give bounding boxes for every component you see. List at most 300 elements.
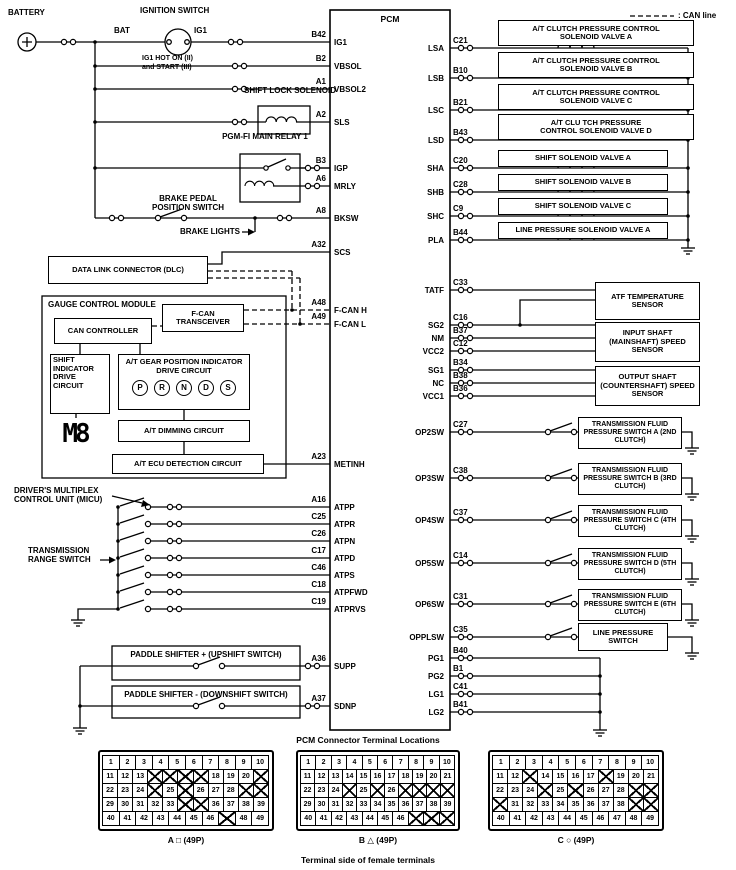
pcm-pin: A49	[311, 312, 326, 321]
clutch-solenoid-a-box	[498, 20, 694, 46]
terminal-cell: 20	[628, 769, 644, 784]
ignition-switch-label: IGNITION SWITCH	[140, 6, 210, 15]
pcm-signal: LG1	[428, 690, 444, 699]
shift-solenoid-c-box: SHIFT SOLENOID VALVE C	[498, 198, 668, 215]
connector-row	[493, 769, 659, 784]
terminal-cell: 4	[152, 755, 170, 770]
gauge-control-module-label: GAUGE CONTROL MODULE	[48, 300, 156, 309]
terminal-cell: 26	[193, 783, 209, 798]
terminal-cell: 16	[567, 769, 583, 784]
terminal-cell: 5	[362, 755, 378, 770]
pcm-pin: A36	[311, 654, 326, 663]
terminal-cell: 25	[552, 783, 568, 798]
pcm-signal: NC	[432, 379, 444, 388]
terminal-side-caption: Terminal side of female terminals	[301, 855, 435, 865]
pcm-signal: ATPN	[334, 537, 356, 546]
pcm-signal: PLA	[428, 236, 444, 245]
terminal-cell: 42	[331, 811, 347, 826]
terminal-cell: 45	[377, 811, 393, 826]
terminal-cell: 34	[370, 797, 385, 812]
gear-position-indicator-box	[118, 354, 250, 410]
pcm-pin: C16	[453, 313, 468, 322]
terminal-cell: 30	[314, 797, 329, 812]
terminal-cell: 25	[162, 783, 178, 798]
pressure-switch-c-box: TRANSMISSION FLUID PRESSURE SWITCH C (4TH CLUTCH)	[578, 505, 682, 537]
pcm-pin: C26	[311, 529, 326, 538]
terminal-cell: 41	[315, 811, 331, 826]
terminal-cell	[193, 769, 209, 784]
pcm-pin: C14	[453, 551, 468, 560]
ignition-note-line1: IG1 HOT ON (II)	[142, 55, 193, 62]
terminal-cell: 31	[507, 797, 523, 812]
terminal-cell: 26	[583, 783, 599, 798]
pcm-signal: F-CAN H	[334, 306, 367, 315]
terminal-cell: 23	[314, 783, 329, 798]
clutch-solenoid-c-label: A/T CLUTCH PRESSURE CONTROL SOLENOID VALVE C	[532, 87, 660, 105]
ignition-switch-icon	[165, 29, 191, 55]
terminal-cell: 20	[238, 769, 254, 784]
micu-label-line2: CONTROL UNIT (MICU)	[14, 495, 103, 504]
terminal-cell	[253, 783, 269, 798]
terminal-cell: 19	[223, 769, 239, 784]
terminal-cell: 12	[507, 769, 523, 784]
pcm-signal: OP5SW	[415, 559, 444, 568]
at-ecu-detection-box: A/T ECU DETECTION CIRCUIT	[112, 454, 264, 474]
terminal-cell	[643, 783, 659, 798]
shift-solenoid-a-box: SHIFT SOLENOID VALVE A	[498, 150, 668, 167]
terminal-cell: 33	[537, 797, 553, 812]
terminal-cell: 3	[525, 755, 543, 770]
terminal-cell: 24	[328, 783, 343, 798]
terminal-cell: 39	[253, 797, 269, 812]
terminal-cell: 42	[135, 811, 153, 826]
terminal-cell: 46	[202, 811, 220, 826]
terminal-cell: 44	[168, 811, 186, 826]
terminal-cell: 21	[643, 769, 659, 784]
pcm-signal: F-CAN L	[334, 320, 366, 329]
pcm-signal: ATPP	[334, 503, 355, 512]
pcm-pin: B38	[453, 371, 468, 380]
brake-lights-arrow	[248, 229, 255, 236]
pcm-signal: SG2	[427, 321, 444, 330]
terminal-cell: 1	[102, 755, 120, 770]
terminal-cell	[492, 797, 508, 812]
pcm-signal: SLS	[334, 118, 350, 127]
terminal-cell: 21	[440, 769, 455, 784]
connector-row	[301, 769, 455, 784]
pcm-pin: B1	[453, 664, 464, 673]
terminal-cell: 24	[132, 783, 148, 798]
pcm-signal: ATPR	[334, 520, 356, 529]
pcm-pin: C35	[453, 625, 468, 634]
clutch-solenoid-c-box	[498, 84, 694, 110]
terminal-cell	[439, 811, 455, 826]
terminal-cell: 18	[398, 769, 413, 784]
pcm-signal: LSA	[428, 44, 444, 53]
pcm-signal: SCS	[334, 248, 351, 257]
terminal-cell: 2	[509, 755, 527, 770]
connector-c-grid	[488, 750, 664, 831]
connector-row	[493, 797, 659, 812]
connector-section-title: PCM Connector Terminal Locations	[296, 735, 440, 745]
can-controller-box: CAN CONTROLLER	[54, 318, 152, 344]
terminal-cell: 49	[251, 811, 269, 826]
terminal-cell: 32	[147, 797, 163, 812]
pcm-pin: A1	[315, 77, 326, 86]
connector-row	[301, 755, 455, 770]
gear-letter-d: D	[198, 380, 214, 396]
gear-letter-s: S	[220, 380, 236, 396]
pcm-signal: VCC1	[422, 392, 444, 401]
terminal-cell: 40	[102, 811, 120, 826]
atf-temp-sensor-label: ATF TEMPERATURE SENSOR	[611, 291, 684, 309]
terminal-cell: 5	[168, 755, 186, 770]
terminal-cell: 22	[300, 783, 315, 798]
pcm-connector-c	[488, 750, 664, 845]
pcm-signal: OP6SW	[415, 600, 444, 609]
terminal-cell: 49	[641, 811, 659, 826]
terminal-cell: 38	[238, 797, 254, 812]
terminal-cell: 35	[384, 797, 399, 812]
pcm-connector-b	[296, 750, 460, 846]
pcm-pin: C9	[453, 204, 464, 213]
pcm-pin: B36	[453, 384, 468, 393]
pcm-signal: SHB	[427, 188, 444, 197]
gear-letter-p: P	[132, 380, 148, 396]
terminal-cell: 40	[300, 811, 316, 826]
terminal-cell	[147, 783, 163, 798]
terminal-cell	[628, 797, 644, 812]
range-switch-label-line1: TRANSMISSION	[28, 546, 90, 555]
terminal-cell: 10	[251, 755, 269, 770]
pressure-switch-a-box: TRANSMISSION FLUID PRESSURE SWITCH A (2ND CLUTCH)	[578, 417, 682, 449]
terminal-cell: 25	[356, 783, 371, 798]
terminal-cell: 2	[315, 755, 331, 770]
connector-b-label: B △ (49P)	[358, 835, 398, 845]
terminal-cell: 37	[412, 797, 427, 812]
terminal-cell: 11	[492, 769, 508, 784]
terminal-cell: 42	[525, 811, 543, 826]
terminal-cell: 35	[567, 797, 583, 812]
clutch-solenoid-a-label: A/T CLUTCH PRESSURE CONTROL SOLENOID VALVE A	[532, 23, 660, 41]
terminal-cell: 47	[608, 811, 626, 826]
pcm-pin: C17	[311, 546, 326, 555]
dlc-box: DATA LINK CONNECTOR (DLC)	[48, 256, 208, 284]
pcm-pin: B40	[453, 646, 468, 655]
terminal-cell: 24	[522, 783, 538, 798]
pcm-signal: IG1	[334, 38, 347, 47]
terminal-cell: 19	[613, 769, 629, 784]
pcm-signal: NM	[431, 334, 444, 343]
terminal-cell: 36	[583, 797, 599, 812]
terminal-cell: 39	[440, 797, 455, 812]
terminal-cell	[643, 797, 659, 812]
terminal-cell	[440, 783, 455, 798]
input-shaft-sensor-box: INPUT SHAFT (MAINSHAFT) SPEED SENSOR	[595, 322, 700, 362]
terminal-cell: 48	[235, 811, 253, 826]
terminal-cell: 29	[102, 797, 118, 812]
pcm-pin: B21	[453, 98, 468, 107]
connector-row	[103, 769, 269, 784]
terminal-cell	[522, 769, 538, 784]
ignition-bat-terminal-label: BAT	[114, 26, 130, 35]
clutch-solenoid-d-box	[498, 114, 694, 140]
terminal-cell	[412, 783, 427, 798]
pcm-signal: SHA	[427, 164, 444, 173]
terminal-cell: 8	[218, 755, 236, 770]
pcm-pin: C27	[453, 420, 468, 429]
terminal-cell: 22	[492, 783, 508, 798]
terminal-cell: 33	[356, 797, 371, 812]
pcm-signal: LSC	[428, 106, 444, 115]
pcm-signal: PG1	[427, 654, 444, 663]
pgm-fi-relay-label: PGM-FI MAIN RELAY 1	[222, 132, 308, 141]
terminal-cell: 23	[507, 783, 523, 798]
pcm-signal: PG2	[427, 672, 444, 681]
pcm-signal: VBSOL	[334, 62, 362, 71]
terminal-cell	[628, 783, 644, 798]
connector-b-grid	[296, 750, 460, 831]
terminal-cell: 1	[492, 755, 510, 770]
pcm-connector-a	[98, 750, 274, 845]
pcm-pin: C38	[453, 466, 468, 475]
terminal-cell: 32	[522, 797, 538, 812]
terminal-cell: 6	[185, 755, 203, 770]
terminal-cell: 28	[613, 783, 629, 798]
at-dimming-circuit-box: A/T DIMMING CIRCUIT	[118, 420, 250, 442]
terminal-cell: 6	[377, 755, 393, 770]
terminal-cell: 43	[542, 811, 560, 826]
range-switch-arrow	[109, 557, 116, 564]
terminal-cell	[162, 769, 178, 784]
connector-row	[493, 755, 659, 770]
pcm-signal: LG2	[428, 708, 444, 717]
pcm-signal: ATPRVS	[334, 605, 366, 614]
terminal-cell: 43	[152, 811, 170, 826]
pcm-pin: C19	[311, 597, 326, 606]
connector-a-label: A □ (49P)	[167, 835, 205, 845]
terminal-cell: 7	[202, 755, 220, 770]
pcm-pin: A16	[311, 495, 326, 504]
terminal-cell	[426, 783, 441, 798]
terminal-cell	[598, 769, 614, 784]
terminal-cell: 20	[426, 769, 441, 784]
terminal-cell: 15	[356, 769, 371, 784]
terminal-cell: 9	[423, 755, 439, 770]
terminal-cell: 10	[641, 755, 659, 770]
terminal-cell: 1	[300, 755, 316, 770]
terminal-cell	[218, 811, 236, 826]
pressure-switch-e-box: TRANSMISSION FLUID PRESSURE SWITCH E (6TH CLUTCH)	[578, 589, 682, 621]
terminal-cell: 36	[398, 797, 413, 812]
terminal-cell	[147, 769, 163, 784]
terminal-cell	[408, 811, 424, 826]
pcm-pin: C21	[453, 36, 468, 45]
clutch-solenoid-b-label: A/T CLUTCH PRESSURE CONTROL SOLENOID VALVE B	[532, 55, 660, 73]
terminal-cell	[423, 811, 439, 826]
connector-row	[301, 797, 455, 812]
terminal-cell	[370, 783, 385, 798]
terminal-cell	[193, 797, 209, 812]
terminal-cell: 23	[117, 783, 133, 798]
terminal-cell: 11	[300, 769, 315, 784]
line-pressure-switch-box: LINE PRESSURE SWITCH	[578, 623, 668, 651]
terminal-cell: 15	[552, 769, 568, 784]
pcm-pin: A32	[311, 240, 326, 249]
paddle-up-label: PADDLE SHIFTER + (UPSHIFT SWITCH)	[130, 650, 282, 659]
pcm-signal: OP3SW	[415, 474, 444, 483]
pcm-pin: B37	[453, 326, 468, 335]
pcm-signal: MRLY	[334, 182, 356, 191]
pcm-signal: OPPLSW	[409, 633, 444, 642]
connector-row	[493, 811, 659, 826]
gear-position-indicator-label: A/T GEAR POSITION INDICATOR DRIVE CIRCUIT	[125, 357, 243, 375]
terminal-cell: 4	[542, 755, 560, 770]
terminal-cell	[567, 783, 583, 798]
terminal-cell: 11	[102, 769, 118, 784]
pcm-pin: C12	[453, 339, 468, 348]
terminal-cell: 38	[613, 797, 629, 812]
terminal-cell: 29	[300, 797, 315, 812]
pcm-signal: METINH	[334, 460, 365, 469]
pcm-signal: SDNP	[334, 702, 357, 711]
line-pressure-solenoid-box: LINE PRESSURE SOLENOID VALVE A	[498, 222, 668, 239]
pcm-pin: B43	[453, 128, 468, 137]
connector-row	[103, 811, 269, 826]
gear-letter-r: R	[154, 380, 170, 396]
shift-solenoid-b-box: SHIFT SOLENOID VALVE B	[498, 174, 668, 191]
fcan-transceiver-box: F-CAN TRANSCEIVER	[162, 304, 244, 332]
pressure-switch-d-box: TRANSMISSION FLUID PRESSURE SWITCH D (5TH CLUTCH)	[578, 548, 682, 580]
terminal-cell: 6	[575, 755, 593, 770]
pcm-title: PCM	[380, 14, 400, 24]
terminal-cell	[342, 783, 357, 798]
terminal-cell: 30	[117, 797, 133, 812]
ignition-note-line2: and START (III)	[142, 64, 192, 71]
pcm-pin: A37	[311, 694, 326, 703]
pcm-pin: A6	[315, 174, 326, 183]
terminal-cell	[398, 783, 413, 798]
pcm-signal: LSB	[428, 74, 444, 83]
connector-row	[301, 811, 455, 826]
paddle-down-label: PADDLE SHIFTER - (DOWNSHIFT SWITCH)	[124, 690, 288, 699]
terminal-cell: 14	[342, 769, 357, 784]
terminal-cell	[177, 797, 193, 812]
terminal-cell: 38	[426, 797, 441, 812]
pcm-pin: C28	[453, 180, 468, 189]
terminal-cell: 46	[392, 811, 408, 826]
terminal-cell: 19	[412, 769, 427, 784]
pcm-signal: ATPS	[334, 571, 355, 580]
terminal-cell: 45	[575, 811, 593, 826]
terminal-cell: 48	[625, 811, 643, 826]
pcm-pin: A23	[311, 452, 326, 461]
terminal-cell: 17	[583, 769, 599, 784]
terminal-cell: 27	[598, 783, 614, 798]
terminal-cell: 18	[208, 769, 224, 784]
terminal-cell: 7	[592, 755, 610, 770]
terminal-cell: 45	[185, 811, 203, 826]
pcm-signal: LSD	[428, 136, 444, 145]
connector-row	[301, 783, 455, 798]
terminal-cell: 7	[392, 755, 408, 770]
pcm-pin: B34	[453, 358, 468, 367]
clutch-solenoid-d-label: A/T CLU TCH PRESSURE CONTROL SOLENOID VALVE D	[540, 117, 652, 135]
pcm-pin: C20	[453, 156, 468, 165]
terminal-cell: 17	[384, 769, 399, 784]
pcm-signal: SHC	[427, 212, 444, 221]
terminal-cell: 46	[592, 811, 610, 826]
pcm-pin: A8	[315, 206, 326, 215]
connector-row	[493, 783, 659, 798]
pcm-pin: C46	[311, 563, 326, 572]
micu-label-line1: DRIVER'S MULTIPLEX	[14, 486, 99, 495]
terminal-cell: 12	[117, 769, 133, 784]
pcm-signal: ATPD	[334, 554, 356, 563]
pcm-pin: B2	[315, 54, 326, 63]
pcm-signal: BKSW	[334, 214, 359, 223]
connector-row	[103, 797, 269, 812]
pcm-signal: OP4SW	[415, 516, 444, 525]
terminal-cell: 10	[439, 755, 455, 770]
terminal-cell: 13	[132, 769, 148, 784]
pcm-signal: ATPFWD	[334, 588, 368, 597]
terminal-cell	[177, 769, 193, 784]
pcm-signal: VCC2	[422, 347, 444, 356]
terminal-cell: 31	[328, 797, 343, 812]
connector-row	[103, 755, 269, 770]
pcm-pin: B44	[453, 228, 468, 237]
brake-lights-label: BRAKE LIGHTS	[180, 227, 240, 236]
pcm-pin: B41	[453, 700, 468, 709]
terminal-cell: 8	[608, 755, 626, 770]
can-line-legend: : CAN line	[678, 11, 717, 20]
terminal-cell: 37	[223, 797, 239, 812]
pcm-pin: C33	[453, 278, 468, 287]
terminal-cell: 37	[598, 797, 614, 812]
shift-lock-solenoid-label: SHIFT LOCK SOLENOID	[244, 86, 336, 95]
pcm-pin: A2	[315, 110, 326, 119]
terminal-cell: 44	[558, 811, 576, 826]
terminal-cell: 27	[208, 783, 224, 798]
pcm-pin: A48	[311, 298, 326, 307]
pcm-signal: VBSOL2	[334, 85, 367, 94]
brake-pedal-switch-label: BRAKE PEDAL POSITION SWITCH	[152, 194, 224, 212]
pcm-pin: C37	[453, 508, 468, 517]
pcm-pin: B3	[315, 156, 326, 165]
pcm-pin: C41	[453, 682, 468, 691]
battery-icon	[18, 33, 36, 51]
pcm-signal: SG1	[427, 366, 444, 375]
clutch-solenoid-b-box	[498, 52, 694, 78]
terminal-cell: 13	[328, 769, 343, 784]
pcm-pin: C25	[311, 512, 326, 521]
connector-a-grid	[98, 750, 274, 831]
terminal-cell: 34	[552, 797, 568, 812]
pcm-signal: OP2SW	[415, 428, 444, 437]
pcm-signal: SUPP	[334, 662, 356, 671]
terminal-cell: 22	[102, 783, 118, 798]
terminal-cell: 3	[135, 755, 153, 770]
terminal-cell: 2	[119, 755, 137, 770]
terminal-cell: 16	[370, 769, 385, 784]
atf-temp-sensor-box	[595, 282, 700, 320]
terminal-cell: 4	[346, 755, 362, 770]
pcm-pin: B10	[453, 66, 468, 75]
terminal-cell: 9	[235, 755, 253, 770]
gear-letter-n: N	[176, 380, 192, 396]
connector-c-label: C ○ (49P)	[557, 835, 595, 845]
